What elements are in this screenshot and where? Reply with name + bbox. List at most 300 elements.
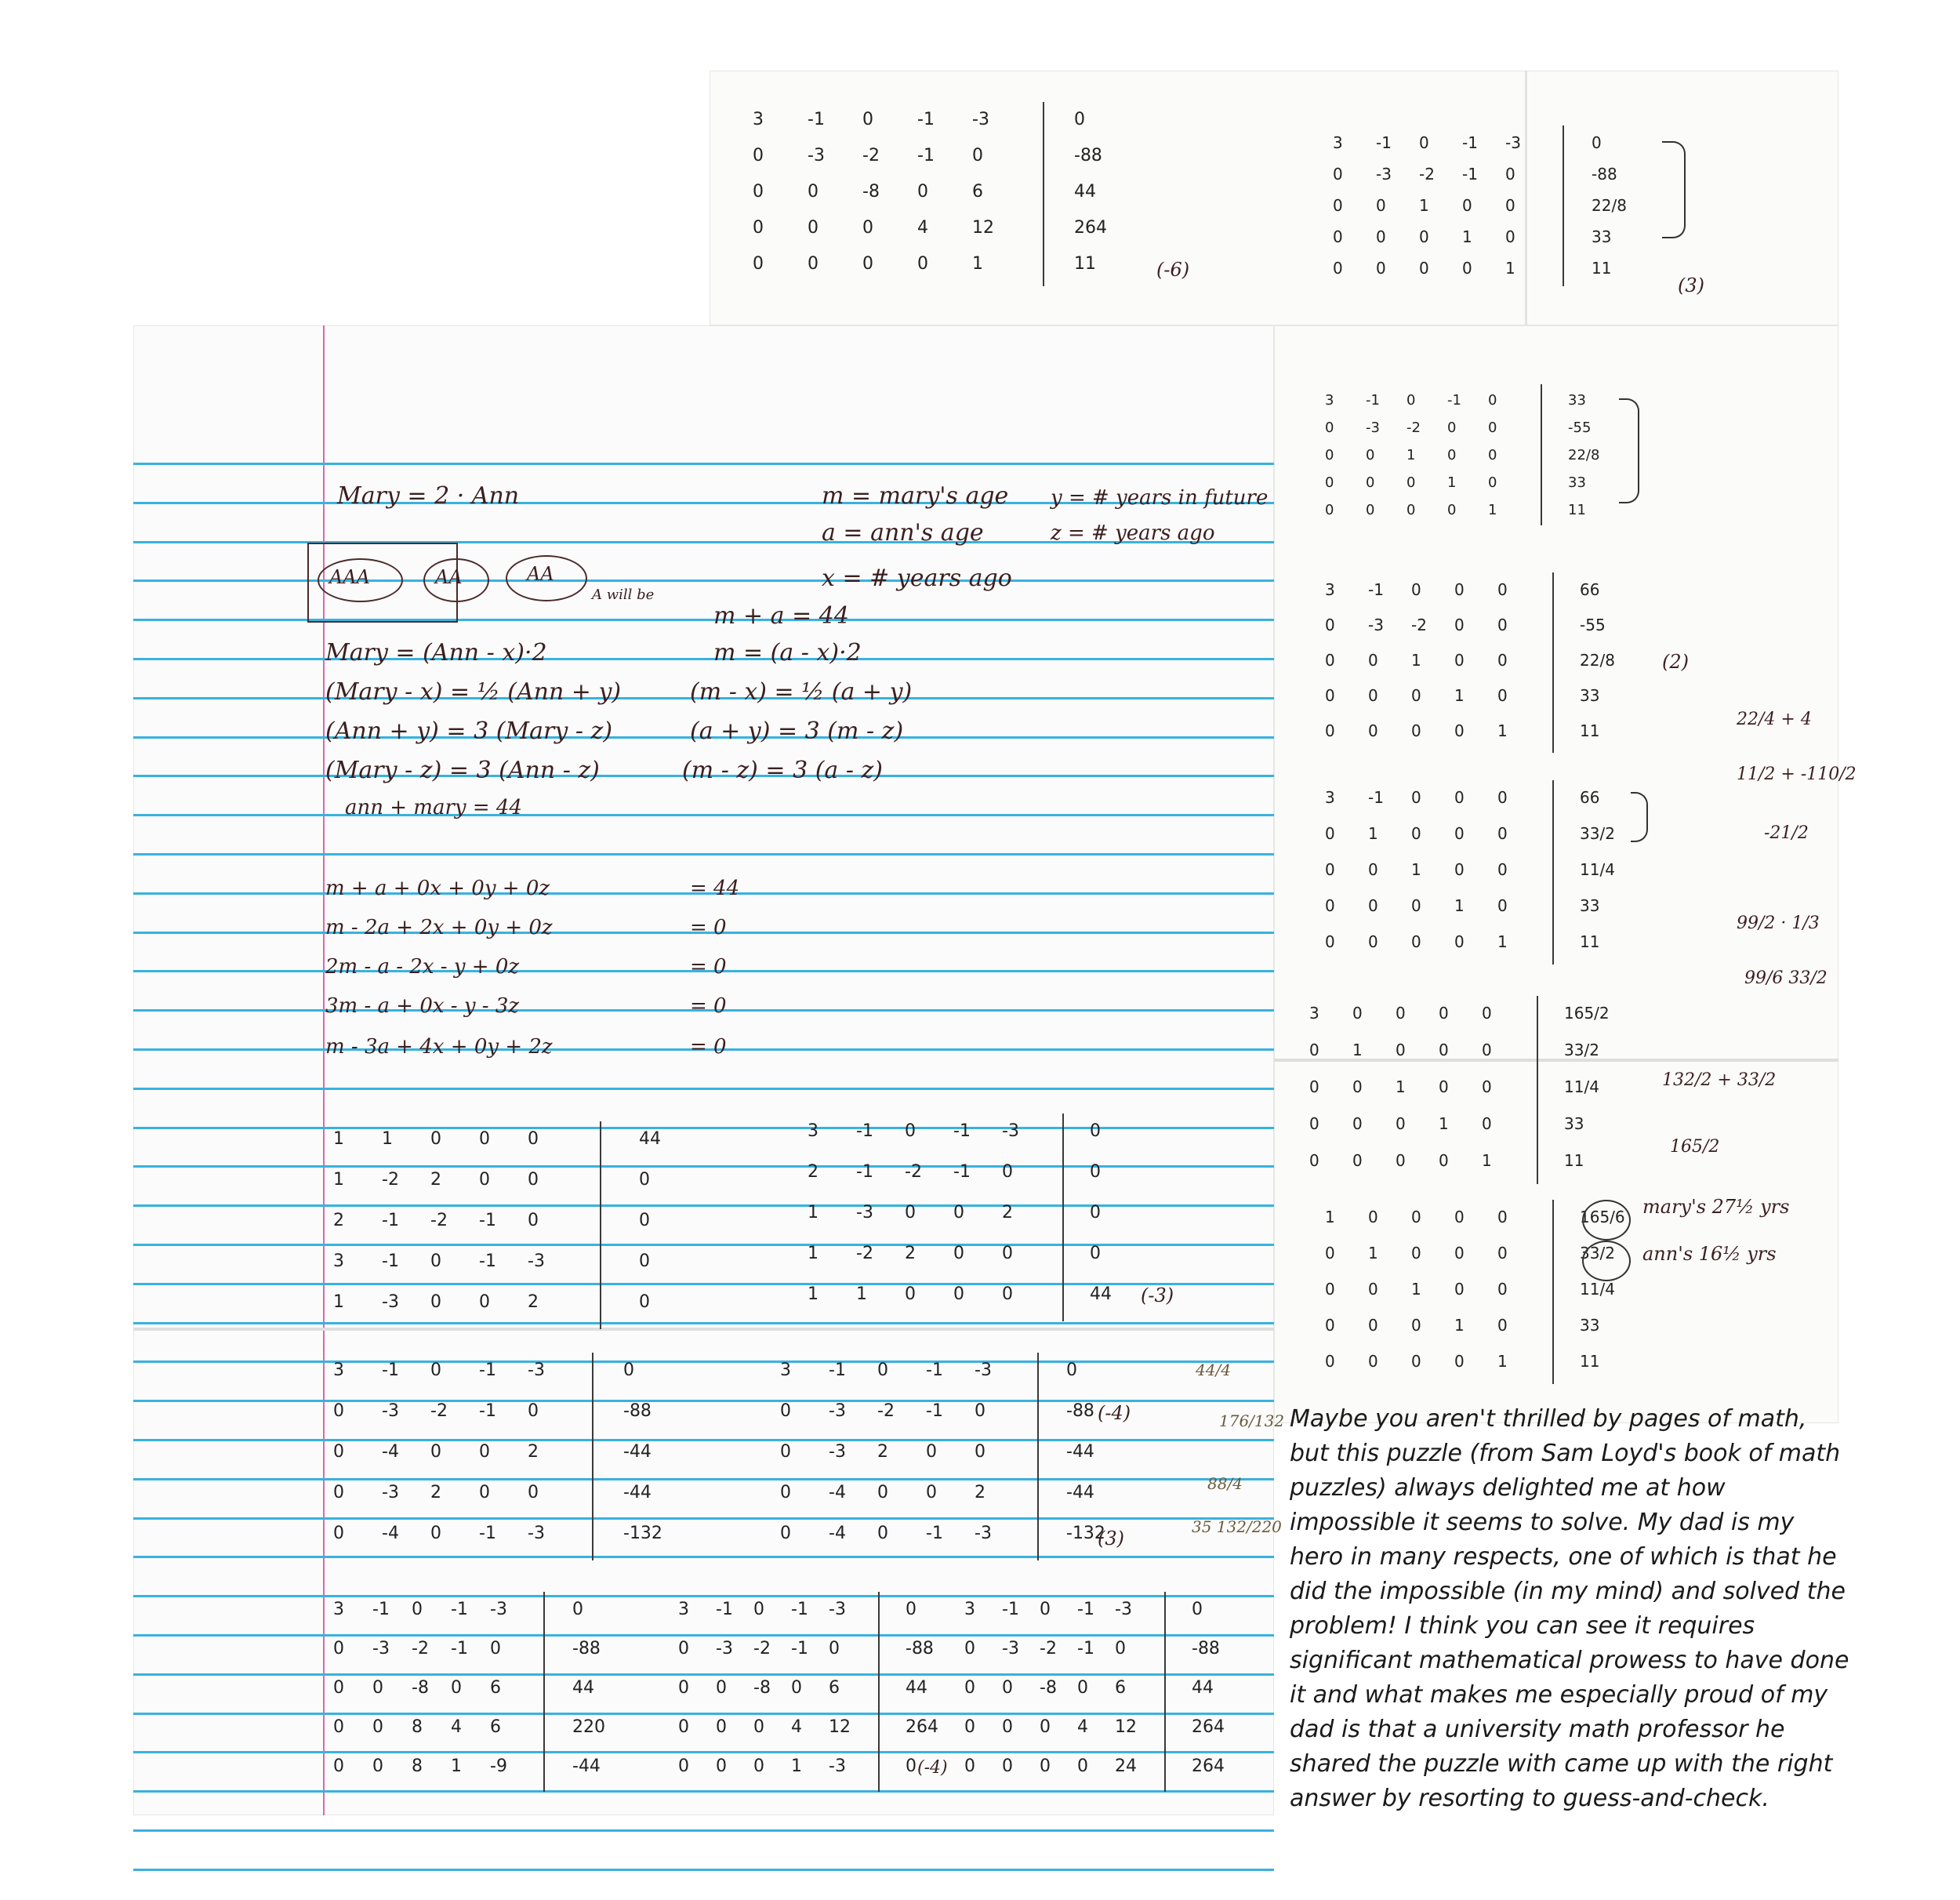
matrix-divider [1563,125,1564,286]
matrix-cell: 0 [1077,1678,1088,1698]
matrix-cell: 1 [1462,227,1472,246]
matrix-cell: 0 [1040,1600,1051,1619]
matrix-cell: 3 [1333,133,1343,152]
matrix-cell: -1 [479,1252,496,1271]
matrix-divider [592,1353,593,1560]
system-row-rhs: = 0 [690,955,727,979]
matrix-cell: 0 [1077,1757,1088,1776]
matrix-cell: 0 [1447,420,1457,436]
matrix-cell: 33 [1580,686,1600,705]
matrix-cell: -1 [382,1211,399,1230]
matrix-cell: 0 [1462,196,1472,215]
matrix-cell: 12 [1115,1717,1137,1737]
matrix-cell: 0 [528,1170,539,1190]
matrix-cell: 0 [906,1757,916,1776]
matrix-cell: 0 [780,1442,791,1462]
matrix-cell: -3 [1368,616,1384,634]
matrix-cell: 0 [1497,651,1508,670]
eq-m-minus-z: (m - z) = 3 (a - z) [682,757,884,784]
matrix-cell: 1 [333,1170,344,1190]
matrix-cell: 0 [479,1442,490,1462]
matrix-cell: -1 [1077,1639,1094,1658]
matrix-cell: 0 [528,1211,539,1230]
side-calc: 132/2 + 33/2 [1662,1070,1777,1090]
matrix-cell: 1 [1497,1352,1508,1371]
matrix-cell: 11/4 [1580,860,1615,879]
matrix-cell: 33 [1580,896,1600,915]
matrix-note: (3) [1098,1528,1124,1549]
matrix-cell: 2 [877,1442,888,1462]
matrix-cell: -4 [382,1524,399,1543]
matrix-cell: -3 [1376,165,1392,183]
matrix-cell: 0 [1488,447,1497,463]
matrix-cell: 1 [1447,474,1457,491]
matrix-cell: 0 [1454,721,1465,740]
matrix-cell: 0 [1505,165,1515,183]
matrix-note: (3) [1678,274,1704,296]
matrix-cell: 0 [1325,651,1335,670]
note-def-y: y = # years in future [1051,486,1269,510]
matrix-cell: 0 [1368,721,1378,740]
matrix-cell: -3 [856,1203,873,1222]
matrix-cell: 1 [1497,932,1508,951]
matrix-cell: 0 [1368,932,1378,951]
ruled-line [133,1829,1274,1832]
matrix-cell: 0 [716,1678,727,1698]
matrix-cell: 0 [528,1129,539,1149]
matrix-cell: -8 [412,1678,429,1698]
matrix-cell: 0 [1376,259,1386,278]
matrix-cell: 6 [829,1678,840,1698]
matrix-cell: 0 [1325,932,1335,951]
matrix-cell: 0 [1002,1284,1013,1304]
matrix-cell: 0 [1482,1004,1492,1023]
matrix-cell: 0 [964,1757,975,1776]
matrix-cell: 0 [1115,1639,1126,1658]
matrix-cell: -1 [917,110,935,129]
matrix-cell: 0 [430,1129,441,1149]
matrix-divider [1552,572,1554,753]
matrix-cell: 0 [780,1524,791,1543]
matrix-note: (2) [1662,651,1689,673]
matrix-cell: -3 [808,146,825,165]
matrix-cell: 0 [479,1170,490,1190]
matrix-cell: 0 [1325,1352,1335,1371]
matrix-cell: 0 [1366,502,1375,518]
matrix-cell: 0 [1368,896,1378,915]
matrix-cell: 1 [1406,447,1416,463]
matrix-cell: 8 [412,1717,423,1737]
matrix-cell: 1 [1411,860,1421,879]
matrix-cell: -44 [1066,1483,1094,1502]
matrix-cell: 33/2 [1580,824,1615,843]
matrix-cell: 44 [1090,1284,1112,1304]
matrix-cell: 0 [333,1717,344,1737]
matrix-cell: 0 [1325,474,1334,491]
matrix-cell: -1 [1368,788,1384,807]
eq-mary: Mary = (Ann - x)·2 [325,639,547,667]
matrix-cell: 0 [1497,1208,1508,1226]
matrix-cell: 6 [490,1717,501,1737]
ruled-line [133,1751,1274,1753]
matrix-cell: -3 [382,1292,399,1312]
matrix-cell: 0 [1325,616,1335,634]
matrix-cell: 0 [808,254,818,274]
matrix-cell: 0 [1439,1151,1449,1170]
matrix-cell: 0 [1352,1077,1363,1096]
margin-calc: 88/4 [1207,1474,1243,1493]
matrix-cell: 44 [1074,182,1096,202]
matrix-cell: -1 [953,1121,971,1141]
matrix-cell: -2 [753,1639,771,1658]
matrix-cell: -88 [623,1401,652,1421]
matrix-cell: -3 [829,1757,846,1776]
matrix-cell: 0 [1366,447,1375,463]
matrix-cell: 1 [1411,651,1421,670]
matrix-cell: -3 [372,1639,390,1658]
matrix-cell: 0 [1368,860,1378,879]
matrix-cell: 0 [1352,1151,1363,1170]
matrix-cell: 33/2 [1580,1244,1615,1262]
side-calc: 99/6 33/2 [1744,968,1828,988]
matrix-cell: 0 [623,1361,634,1380]
matrix-cell: 0 [808,182,818,202]
matrix-cell: 33 [1564,1114,1584,1133]
matrix-cell: 1 [1497,721,1508,740]
matrix-cell: 3 [678,1600,689,1619]
matrix-cell: 0 [1497,788,1508,807]
matrix-cell: 0 [1505,196,1515,215]
matrix-cell: 4 [917,218,928,238]
matrix-cell: 0 [333,1757,344,1776]
matrix-cell: 11 [1580,721,1600,740]
matrix-cell: 66 [1580,788,1600,807]
matrix-cell: 0 [1411,686,1421,705]
system-row-lhs: 2m - a - 2x - y + 0z [325,955,520,979]
matrix-cell: 6 [490,1678,501,1698]
matrix-cell: 0 [430,1361,441,1380]
matrix-cell: -1 [1368,580,1384,599]
matrix-cell: -3 [975,1361,992,1380]
matrix-cell: 1 [1352,1041,1363,1059]
matrix-cell: 0 [1309,1151,1319,1170]
ruled-line [133,463,1274,465]
matrix-cell: 1 [1505,259,1515,278]
matrix-cell: -44 [623,1483,652,1502]
matrix-cell: 0 [1482,1077,1492,1096]
matrix-cell: 0 [1396,1004,1406,1023]
matrix-cell: 0 [1497,616,1508,634]
matrix-cell: -3 [1505,133,1521,152]
matrix-cell: 1 [1454,896,1465,915]
matrix-cell: 0 [430,1292,441,1312]
matrix-cell: 0 [926,1483,937,1502]
system-row-rhs: = 0 [690,1035,727,1059]
matrix-cell: 165/6 [1580,1208,1625,1226]
eq-m-minus-x: (m - x) = ½ (a + y) [690,678,913,706]
matrix-cell: 0 [953,1284,964,1304]
matrix-cell: -2 [1419,165,1435,183]
matrix-cell: 0 [1482,1114,1492,1133]
matrix-cell: -1 [926,1361,943,1380]
matrix-cell: 2 [1002,1203,1013,1222]
matrix-cell: -2 [430,1211,448,1230]
matrix-cell: 1 [451,1757,462,1776]
matrix-cell: 264 [1074,218,1107,238]
matrix-cell: -1 [808,110,825,129]
matrix-cell: 6 [1115,1678,1126,1698]
matrix-cell: 11 [1568,502,1586,518]
matrix-cell: 0 [1090,1203,1101,1222]
matrix-cell: 0 [1309,1041,1319,1059]
matrix-cell: -2 [905,1162,922,1182]
matrix-cell: 0 [1411,788,1421,807]
matrix-cell: 0 [1325,502,1334,518]
matrix-note: (-3) [1141,1284,1174,1306]
matrix-cell: 0 [1411,1208,1421,1226]
matrix-cell: 22/8 [1580,651,1615,670]
system-row-lhs: m - 3a + 4x + 0y + 2z [325,1035,553,1059]
matrix-cell: 0 [372,1678,383,1698]
matrix-cell: 0 [1462,259,1472,278]
matrix-cell: 0 [877,1361,888,1380]
matrix-cell: 0 [1497,1244,1508,1262]
matrix-cell: -2 [412,1639,429,1658]
matrix-divider [600,1121,601,1329]
system-row-lhs: 3m - a + 0x - y - 3z [325,994,520,1018]
matrix-cell: 0 [953,1244,964,1263]
matrix-cell: -1 [382,1252,399,1271]
note-def-x: x = # years ago [822,565,1012,592]
matrix-cell: 2 [333,1211,344,1230]
matrix-divider [1541,384,1542,525]
matrix-cell: 0 [1454,1352,1465,1371]
matrix-cell: 0 [1454,932,1465,951]
matrix-cell: 3 [808,1121,818,1141]
matrix-cell: 0 [1488,392,1497,409]
matrix-cell: 0 [572,1600,583,1619]
matrix-cell: 0 [1406,392,1416,409]
matrix-cell: 0 [1352,1114,1363,1133]
matrix-cell: 0 [1376,196,1386,215]
matrix-note: (-4) [1098,1402,1131,1424]
matrix-cell: 44 [572,1678,594,1698]
matrix-cell: -1 [1376,133,1392,152]
matrix-cell: 0 [1352,1004,1363,1023]
eq-mary-minus-z: (Mary - z) = 3 (Ann - z) [325,757,600,784]
matrix-cell: 11 [1074,254,1096,274]
matrix-cell: -88 [906,1639,934,1658]
matrix-cell: 1 [1454,1316,1465,1335]
matrix-cell: -1 [829,1361,846,1380]
note-def-m: m = mary's age [822,482,1009,510]
matrix-cell: 0 [1497,824,1508,843]
matrix-divider [1164,1592,1166,1792]
matrix-cell: 0 [1406,502,1416,518]
matrix-cell: 0 [1090,1244,1101,1263]
matrix-cell: -3 [1366,420,1380,436]
matrix-cell: -1 [1002,1600,1019,1619]
matrix-cell: 0 [753,1717,764,1737]
matrix-cell: 2 [528,1292,539,1312]
matrix-cell: 0 [964,1678,975,1698]
matrix-cell: 0 [1497,686,1508,705]
matrix-cell: 22/8 [1568,447,1600,463]
matrix-cell: -1 [791,1639,808,1658]
matrix-cell: 0 [1309,1114,1319,1133]
matrix-cell: 0 [1309,1077,1319,1096]
matrix-cell: 0 [862,254,873,274]
matrix-cell: 0 [451,1678,462,1698]
matrix-cell: 0 [1419,259,1429,278]
matrix-cell: 1 [972,254,983,274]
matrix-cell: 11 [1580,1352,1600,1371]
matrix-cell: -2 [862,146,880,165]
ruled-line [133,1869,1274,1871]
matrix-cell: 0 [1454,1208,1465,1226]
matrix-cell: 0 [953,1203,964,1222]
matrix-cell: 12 [972,218,994,238]
matrix-cell: 0 [1333,227,1343,246]
matrix-cell: -1 [1366,392,1380,409]
bracket [1631,792,1648,842]
matrix-cell: 1 [791,1757,802,1776]
eq-m-plus-a: m + a = 44 [713,602,849,630]
matrix-cell: 0 [333,1483,344,1502]
eq-mary-minus-x: (Mary - x) = ½ (Ann + y) [325,678,622,706]
matrix-cell: -1 [1462,165,1478,183]
matrix-cell: -1 [856,1162,873,1182]
matrix-cell: 1 [1454,686,1465,705]
matrix-cell: -1 [451,1639,468,1658]
matrix-cell: 0 [1447,502,1457,518]
matrix-cell: 3 [333,1600,344,1619]
matrix-cell: 0 [1411,1316,1421,1335]
matrix-cell: 0 [333,1442,344,1462]
matrix-cell: -88 [1066,1401,1094,1421]
matrix-cell: 0 [753,218,764,238]
matrix-cell: 0 [753,146,764,165]
eq-a-plus-y: (a + y) = 3 (m - z) [690,717,904,745]
matrix-note: (-6) [1156,259,1190,281]
bracket [1662,141,1686,238]
matrix-cell: -1 [917,146,935,165]
matrix-cell: 2 [430,1170,441,1190]
ruled-line [133,1790,1274,1793]
matrix-cell: -2 [1411,616,1427,634]
ruled-line [133,1595,1274,1597]
matrix-cell: -1 [1462,133,1478,152]
matrix-cell: 0 [1411,1352,1421,1371]
matrix-cell: 0 [1482,1041,1492,1059]
matrix-cell: 0 [1325,1280,1335,1299]
matrix-cell: 0 [753,182,764,202]
matrix-cell: 0 [1002,1162,1013,1182]
matrix-divider [1062,1113,1064,1321]
matrix-cell: 0 [877,1483,888,1502]
matrix-cell: 0 [1368,686,1378,705]
matrix-cell: 6 [972,182,983,202]
paper-fold [133,1328,1274,1331]
matrix-cell: -1 [479,1211,496,1230]
system-row-rhs: = 0 [690,916,727,939]
matrix-cell: 0 [678,1757,689,1776]
matrix-cell: 0 [1325,1316,1335,1335]
matrix-cell: -1 [716,1600,733,1619]
matrix-cell: 0 [1419,133,1429,152]
matrix-cell: 0 [333,1639,344,1658]
matrix-cell: -2 [1040,1639,1057,1658]
system-row-lhs: m - 2a + 2x + 0y + 0z [325,916,553,939]
matrix-cell: -3 [829,1442,846,1462]
ruled-line [133,658,1274,660]
matrix-divider [1037,1353,1039,1560]
matrix-cell: 0 [1488,474,1497,491]
matrix-cell: 0 [333,1678,344,1698]
matrix-cell: 0 [862,218,873,238]
side-calc: 165/2 [1670,1137,1720,1157]
matrix-cell: 0 [430,1524,441,1543]
matrix-cell: -1 [926,1401,943,1421]
matrix-cell: 1 [1325,1208,1335,1226]
matrix-cell: -3 [1002,1639,1019,1658]
matrix-cell: 0 [1497,896,1508,915]
matrix-cell: -132 [1066,1524,1105,1543]
matrix-cell: 0 [1376,227,1386,246]
matrix-cell: 0 [528,1483,539,1502]
matrix-cell: -1 [1077,1600,1094,1619]
matrix-cell: 1 [1439,1114,1449,1133]
matrix-cell: 165/2 [1564,1004,1610,1023]
matrix-divider [1043,102,1044,286]
matrix-cell: 0 [917,254,928,274]
matrix-cell: -3 [716,1639,733,1658]
side-calc: 22/4 + 4 [1737,710,1812,729]
matrix-cell: -3 [528,1252,545,1271]
matrix-cell: 2 [975,1483,985,1502]
matrix-cell: 0 [1002,1717,1013,1737]
matrix-cell: -1 [856,1121,873,1141]
matrix-cell: 0 [430,1252,441,1271]
matrix-cell: 0 [1411,1244,1421,1262]
matrix-cell: -88 [1074,146,1102,165]
matrix-cell: 1 [1482,1151,1492,1170]
matrix-cell: 0 [926,1442,937,1462]
matrix-cell: 0 [1368,651,1378,670]
matrix-cell: 0 [1419,227,1429,246]
matrix-cell: 4 [451,1717,462,1737]
matrix-cell: 220 [572,1717,605,1737]
matrix-cell: 0 [1325,721,1335,740]
matrix-cell: 0 [1325,1244,1335,1262]
matrix-cell: 3 [1325,580,1335,599]
matrix-cell: 11 [1580,932,1600,951]
matrix-cell: 0 [1497,860,1508,879]
matrix-cell: -3 [829,1600,846,1619]
matrix-cell: 0 [877,1524,888,1543]
matrix-cell: 0 [1497,1280,1508,1299]
matrix-cell: 1 [1368,1244,1378,1262]
matrix-cell: 1 [333,1292,344,1312]
matrix-cell: 1 [808,1244,818,1263]
note-mary-equals: Mary = 2 · Ann [337,482,520,510]
matrix-cell: -88 [1592,165,1617,183]
ruled-line [133,1127,1274,1129]
matrix-cell: 0 [1066,1361,1077,1380]
system-row-lhs: m + a + 0x + 0y + 0z [325,877,550,900]
matrix-cell: 0 [639,1211,650,1230]
matrix-cell: 0 [1002,1757,1013,1776]
